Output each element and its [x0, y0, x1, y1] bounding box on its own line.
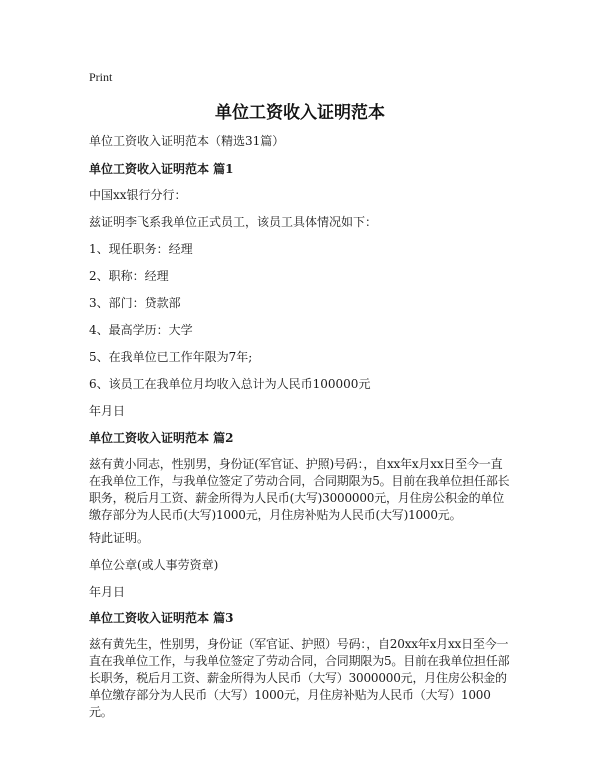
certificate-paragraph: 兹有黄小同志，性别男，身份证(军官证、护照)号码：，自xx年x月xx日至今一直在我单位工作，与我单位签定了劳动合同，合同期限为5。目前在我单位担任部长职务，税后月工资、薪金所得为人民币(大写)3000000元，月住房公积金的单位缴存部分为人民币(大写)1000元，月住房补贴为人民币(大写)1000元。	[89, 457, 510, 522]
print-label: Print	[89, 70, 113, 84]
section-heading-1: 单位工资收入证明范本 篇1	[89, 162, 234, 176]
list-item: 1、现任职务：经理	[89, 242, 193, 256]
intro-text: 兹证明李飞系我单位正式员工，该员工具体情况如下：	[89, 215, 378, 229]
page-title: 单位工资收入证明范本	[215, 103, 385, 123]
certificate-paragraph: 兹有黄先生，性别男，身份证（军官证、护照）号码：，自20xx年x月xx日至今一直在我单位工作，与我单位签定了劳动合同，合同期限为5。目前在我单位担任部长职务，税后月工资、薪金所得为人民币（大写）3000000元，月住房公积金的单位缴存部分为人民币（大写）1000元，月住房补贴为人民币（大写）1000元。	[89, 637, 510, 719]
list-item: 2、职称：经理	[89, 269, 169, 283]
document-subtitle: 单位工资收入证明范本（精选31篇）	[89, 134, 285, 148]
section-heading-2: 单位工资收入证明范本 篇2	[89, 431, 234, 445]
date-line: 年月日	[89, 404, 126, 418]
section-heading-3: 单位工资收入证明范本 篇3	[89, 611, 234, 625]
date-line: 年月日	[89, 585, 126, 599]
addressee: 中国xx银行分行：	[89, 188, 187, 202]
closing-text: 特此证明。	[89, 531, 150, 545]
list-item: 5、在我单位已工作年限为7年;	[89, 350, 253, 364]
list-item: 6、该员工在我单位月均收入总计为人民币100000元	[89, 377, 371, 391]
seal-line: 单位公章(或人事劳资章)	[89, 558, 219, 572]
list-item: 4、最高学历：大学	[89, 323, 193, 337]
list-item: 3、部门：贷款部	[89, 296, 181, 310]
